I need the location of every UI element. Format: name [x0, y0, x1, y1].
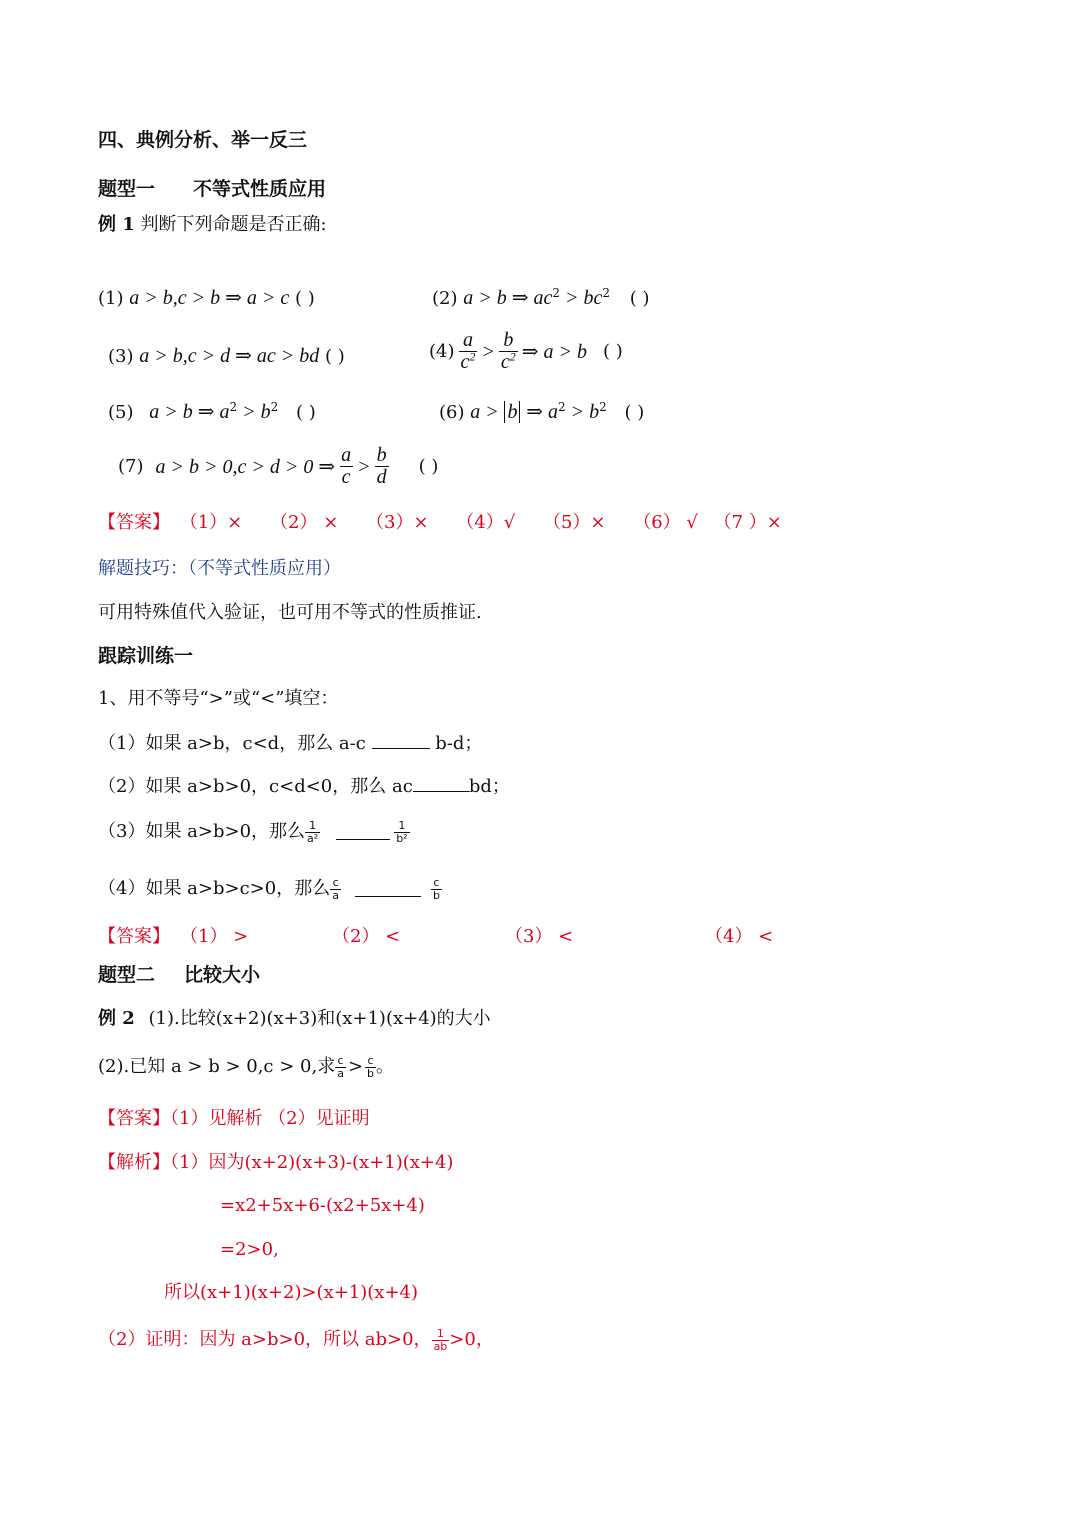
example2-gt: >: [347, 1056, 364, 1078]
answer2-item-4: （4） <: [705, 926, 774, 947]
prop-7-frac-2-num: b: [376, 444, 387, 466]
example1-label: 例 1: [98, 214, 135, 235]
prop-1-num: (1): [98, 288, 124, 309]
prop-4-frac-2-den: c: [500, 351, 510, 373]
section-title: 四、典例分析、举一反三: [98, 129, 308, 151]
training-item-4-text: （4）如果 a>b>c>0，那么: [98, 878, 331, 900]
training-title: 跟踪训练一: [98, 645, 194, 667]
example2-part2: [98, 1055, 394, 1079]
prop-6-expr-b: ⇒ a: [526, 401, 558, 423]
blank-1[interactable]: [372, 734, 430, 749]
prop-5-sup-1: 2: [229, 400, 238, 414]
answer1-item-3: （3）×: [366, 512, 429, 533]
analysis-line-1-text: （1）因为(x+2)(x+3)-(x+1)(x+4): [170, 1152, 454, 1173]
blank-2[interactable]: [413, 777, 469, 792]
analysis-line-1: [98, 1154, 453, 1172]
example2-frac-2-num: c: [367, 1054, 374, 1067]
answer1-item-7: （7 ）×: [713, 512, 782, 533]
training-item-1-b: b-d；: [429, 733, 483, 754]
answer2-item-3: （3） <: [505, 926, 574, 947]
example2-frac-2: [365, 1055, 376, 1079]
tip-text: 可用特殊值代入验证，也可用不等式的性质推证.: [98, 602, 482, 623]
answer1-item-4: （4）√: [456, 512, 516, 533]
training-q1: 1、用不等号“>”或“<”填空：: [98, 688, 339, 709]
example2-part1: [98, 1010, 491, 1028]
analysis-line-5-text: （2）证明：因为 a>b>0，所以 ab>0，: [98, 1329, 432, 1351]
analysis-frac: [432, 1328, 450, 1352]
type1-title: 不等式性质应用: [193, 178, 327, 200]
answer1-item-6: （6） √: [633, 512, 698, 533]
example1-prompt: 判断下列命题是否正确:: [140, 214, 327, 235]
analysis-line-5-end: >0，: [449, 1329, 494, 1351]
tip-label: 解题技巧：: [98, 558, 188, 579]
training-item-3-frac-2: [394, 820, 409, 844]
tip-topic: （不等式性质应用）: [188, 558, 341, 579]
prop-5-num: (5): [108, 402, 134, 423]
prop-3-expr: a > b,c > d ⇒ ac > bd: [139, 345, 320, 367]
prop-7-num: (7): [118, 455, 144, 477]
prop-7-frac-2-den: d: [376, 466, 387, 488]
answer3-label: 【答案】: [98, 1108, 170, 1129]
training-item-4-frac-2: [431, 877, 442, 901]
prop-1: [98, 288, 315, 308]
prop-2-sup-1: 2: [552, 286, 561, 300]
prop-2-sup-2: 2: [602, 286, 611, 300]
prop-4-frac-1-sup: 2: [469, 349, 476, 364]
answer2-item-2: （2） <: [332, 926, 401, 947]
prop-6: [439, 402, 644, 422]
answer3: [98, 1110, 370, 1128]
answer1-item-1: （1）×: [179, 512, 243, 533]
prop-3-paren: ( ): [324, 346, 345, 367]
analysis-line-5: [98, 1328, 494, 1352]
prop-5-expr-a: a > b ⇒ a: [149, 401, 230, 423]
example1-heading: [98, 216, 327, 234]
training-item-4-frac-1: [330, 877, 341, 901]
prop-2-expr-a: a > b ⇒ ac: [463, 287, 553, 309]
prop-7-frac-1-den: c: [341, 466, 351, 488]
training-item-2: [98, 777, 510, 796]
prop-5: [108, 402, 316, 422]
prop-2: [432, 288, 650, 308]
analysis-label: 【解析】: [98, 1152, 170, 1173]
blank-4[interactable]: [355, 882, 421, 897]
tip: [98, 560, 341, 578]
training-item-4-frac-1-num: c: [332, 876, 339, 889]
answer1: [98, 514, 782, 532]
prop-1-expr: a > b,c > b ⇒ a > c: [129, 287, 290, 309]
prop-4-frac-2-sup: 2: [509, 349, 516, 364]
training-item-3-frac-2-num: 1: [398, 819, 406, 832]
training-item-3: [98, 820, 410, 844]
prop-4-frac-2-num: b: [503, 329, 514, 351]
analysis-frac-den: ab: [433, 1339, 448, 1353]
training-item-1: [98, 734, 482, 753]
prop-7-paren: ( ): [418, 455, 439, 477]
example2-label: 例 2: [98, 1008, 135, 1029]
example2-part1-text: (1).比较(x+2)(x+3)和(x+1)(x+4)的大小: [148, 1008, 491, 1029]
training-item-4-frac-1-den: a: [332, 888, 339, 902]
prop-4-frac-1-num: a: [462, 329, 473, 351]
answer1-item-5: （5）×: [542, 512, 606, 533]
training-item-3-frac-1-num: 1: [309, 819, 317, 832]
prop-5-sup-2: 2: [270, 400, 279, 414]
example2-frac-1: [335, 1055, 346, 1079]
prop-6-expr-a: a >: [470, 401, 499, 423]
answer2-item-1: （1） >: [180, 926, 249, 947]
prop-5-expr-b: > b: [237, 401, 271, 423]
prop-1-paren: ( ): [294, 288, 315, 309]
prop-7-gt: >: [357, 455, 371, 478]
training-item-3-frac-1: [305, 820, 320, 844]
prop-2-paren: ( ): [629, 288, 650, 309]
answer3-text: （1）见解析 （2）见证明: [170, 1108, 370, 1129]
prop-7: [118, 445, 438, 488]
prop-4-paren: ( ): [603, 340, 623, 362]
prop-2-num: (2): [432, 288, 458, 309]
prop-6-paren: ( ): [624, 402, 645, 423]
training-item-1-a: （1）如果 a>b，c<d，那么 a-c: [98, 733, 372, 754]
answer2-label: 【答案】: [98, 926, 170, 947]
training-item-4-frac-2-num: c: [433, 876, 440, 889]
prop-4-num: (4): [429, 340, 455, 362]
prop-6-num: (6): [439, 402, 465, 423]
prop-4-frac-1: [459, 330, 478, 373]
training-item-4-frac-2-den: b: [432, 888, 440, 902]
prop-6-expr-c: > b: [565, 401, 600, 423]
prop-2-expr-b: > bc: [560, 287, 603, 309]
type1-label: 题型一: [98, 178, 156, 200]
prop-4-gt: >: [481, 340, 495, 363]
prop-4-frac-1-den: c: [460, 351, 470, 373]
prop-7-expr: a > b > 0,c > d > 0 ⇒: [155, 455, 336, 478]
prop-6-abs-b: b: [504, 401, 520, 423]
prop-7-frac-1-num: a: [341, 444, 352, 466]
training-item-3-text: （3）如果 a>b>0，那么: [98, 821, 306, 843]
prop-7-frac-1: [339, 445, 353, 488]
training-item-2-a: （2）如果 a>b>0，c<d<0，那么 ac: [98, 776, 413, 797]
example2-part2-text: (2).已知 a > b > 0,c > 0,求: [98, 1056, 336, 1078]
analysis-line-2: =x2+5x+6-(x2+5x+4): [220, 1195, 425, 1216]
training-item-2-b: bd；: [468, 776, 510, 797]
answer1-item-2: （2） ×: [270, 512, 339, 533]
prop-7-frac-2: [375, 445, 389, 488]
prop-4-tail: ⇒ a > b: [521, 340, 588, 363]
type2-title: 比较大小: [184, 964, 261, 986]
prop-5-paren: ( ): [296, 402, 316, 423]
prop-3-num: (3): [108, 346, 134, 367]
prop-6-sup-2: 2: [599, 400, 607, 414]
example2-frac-1-num: c: [337, 1054, 344, 1067]
analysis-line-3: =2>0,: [220, 1239, 279, 1260]
training-item-4: [98, 877, 442, 901]
prop-4-frac-2: [499, 330, 518, 373]
blank-3[interactable]: [336, 825, 390, 840]
prop-3: [108, 346, 345, 366]
example2-frac-1-den: a: [337, 1066, 344, 1080]
type2-label: 题型二: [98, 964, 156, 986]
prop-6-sup-1: 2: [557, 400, 566, 414]
training-item-3-frac-1-den: a²: [307, 831, 319, 845]
prop-4: [429, 330, 623, 373]
example2-frac-2-den: b: [367, 1066, 375, 1080]
training-item-3-frac-2-den: b²: [396, 831, 408, 845]
answer1-label: 【答案】: [98, 512, 170, 533]
example2-end: 。: [376, 1056, 395, 1078]
analysis-frac-num: 1: [436, 1327, 444, 1340]
analysis-line-4: 所以(x+1)(x+2)>(x+1)(x+4): [164, 1282, 419, 1303]
